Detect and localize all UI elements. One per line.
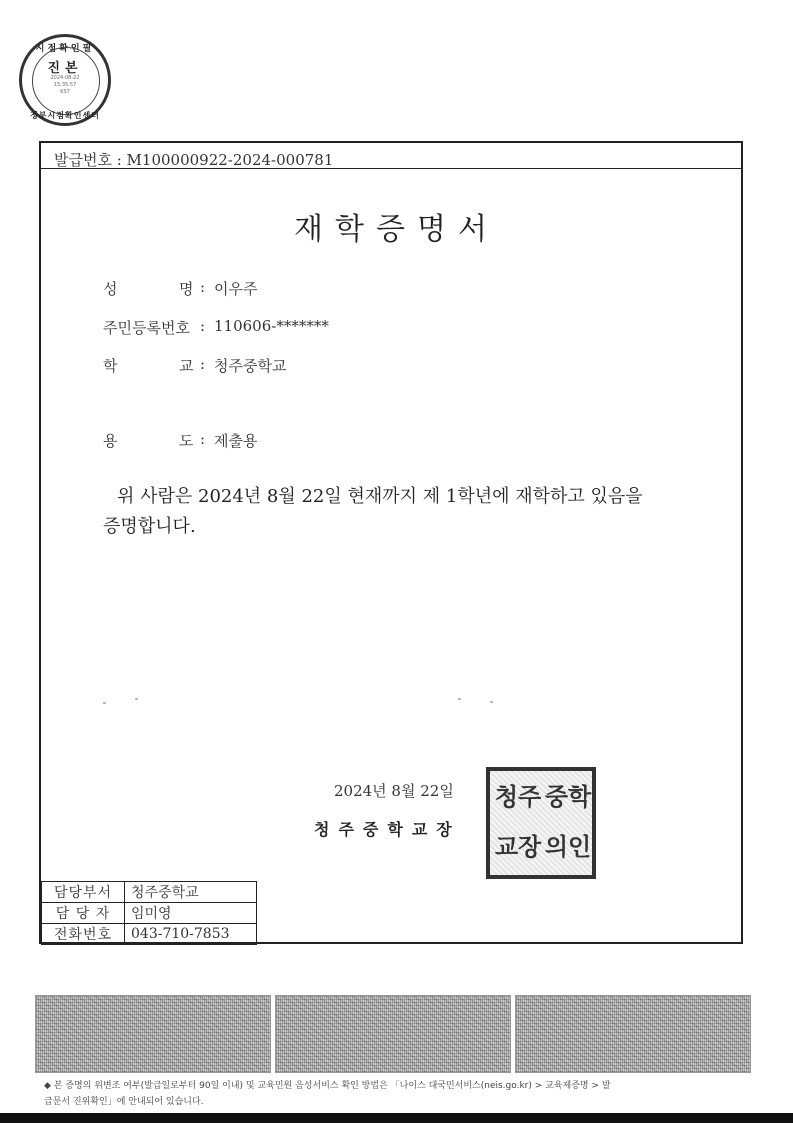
footer-note: [44, 1078, 756, 1110]
field-rrn-label: 주민등록번호: [103, 319, 190, 337]
scan-speck: [490, 701, 493, 703]
document-title: 재학증명서: [294, 212, 499, 247]
verification-stamp: [19, 34, 111, 126]
field-school-label-b: 교: [179, 357, 194, 375]
anti-forgery-pattern: [275, 995, 511, 1073]
statement-line-2: 증명합니다.: [103, 516, 196, 537]
stamp-top-text: 시점확인필: [35, 44, 95, 54]
field-school-label-a: 학: [103, 357, 118, 375]
footer-line-1: ◆ 본 증명의 위변조 여부(발급일로부터 90일 이내) 및 교육민원 음성서비스 확인 방법은 「나이스 대국민서비스(neis.go.kr) > 교육제증명 > 발: [44, 1081, 611, 1091]
principal-title: 청주중학교장: [314, 820, 461, 839]
field-rrn-colon: :: [200, 317, 206, 335]
anti-forgery-pattern: [515, 995, 751, 1073]
field-name-colon: :: [200, 278, 206, 296]
contact-value: 청주중학교: [125, 882, 257, 903]
scan-speck: [458, 698, 461, 700]
seal-glyph: 중학: [544, 782, 592, 811]
contact-value: 043-710-7853: [125, 924, 257, 945]
field-name-value: 이우주: [214, 280, 258, 298]
field-purpose-value: 제출용: [214, 432, 258, 450]
contact-row: [42, 903, 257, 924]
field-school-value: 청주중학교: [214, 357, 287, 375]
school-seal-icon: [486, 767, 596, 879]
contact-label: 담 당 자: [42, 903, 125, 924]
field-name-label-a: 성: [103, 280, 118, 298]
scan-speck: [103, 702, 106, 704]
stamp-middle-text: 진본: [47, 61, 83, 76]
contact-row: [42, 882, 257, 903]
seal-glyph: 청주: [494, 782, 542, 811]
stamp-zone: KST: [60, 89, 70, 95]
scan-speck: [135, 698, 138, 700]
stamp-time: 15:35:57: [53, 82, 77, 88]
contact-table: [41, 881, 257, 945]
field-school-colon: :: [200, 355, 206, 373]
footer-line-2: 급문서 진위확인」에 안내되어 있습니다.: [44, 1097, 204, 1107]
seal-glyph: 의인: [544, 832, 592, 861]
stamp-date: 2024-08-22: [50, 75, 80, 81]
anti-forgery-pattern: [35, 995, 271, 1073]
statement-line-1: 위 사람은 2024년 8월 22일 현재까지 제 1학년에 재학하고 있음을: [117, 486, 643, 507]
field-purpose-colon: :: [200, 430, 206, 448]
contact-row: [42, 924, 257, 945]
field-purpose-label-b: 도: [179, 432, 194, 450]
contact-label: 담당부서: [42, 882, 125, 903]
issue-number: 발급번호 : M100000922-2024-000781: [54, 151, 334, 169]
field-name-label-b: 명: [179, 280, 194, 298]
certification-statement: [103, 482, 703, 542]
seal-glyph: 교장: [494, 832, 542, 861]
field-purpose-label-a: 용: [103, 432, 118, 450]
contact-label: 전화번호: [42, 924, 125, 945]
field-rrn-value: 110606-*******: [214, 317, 329, 335]
issue-date: 2024년 8월 22일: [334, 782, 454, 800]
stamp-bottom-text: 정부시점확인센터: [30, 111, 100, 120]
scan-edge-bar: [0, 1113, 793, 1123]
contact-value: 임미영: [125, 903, 257, 924]
